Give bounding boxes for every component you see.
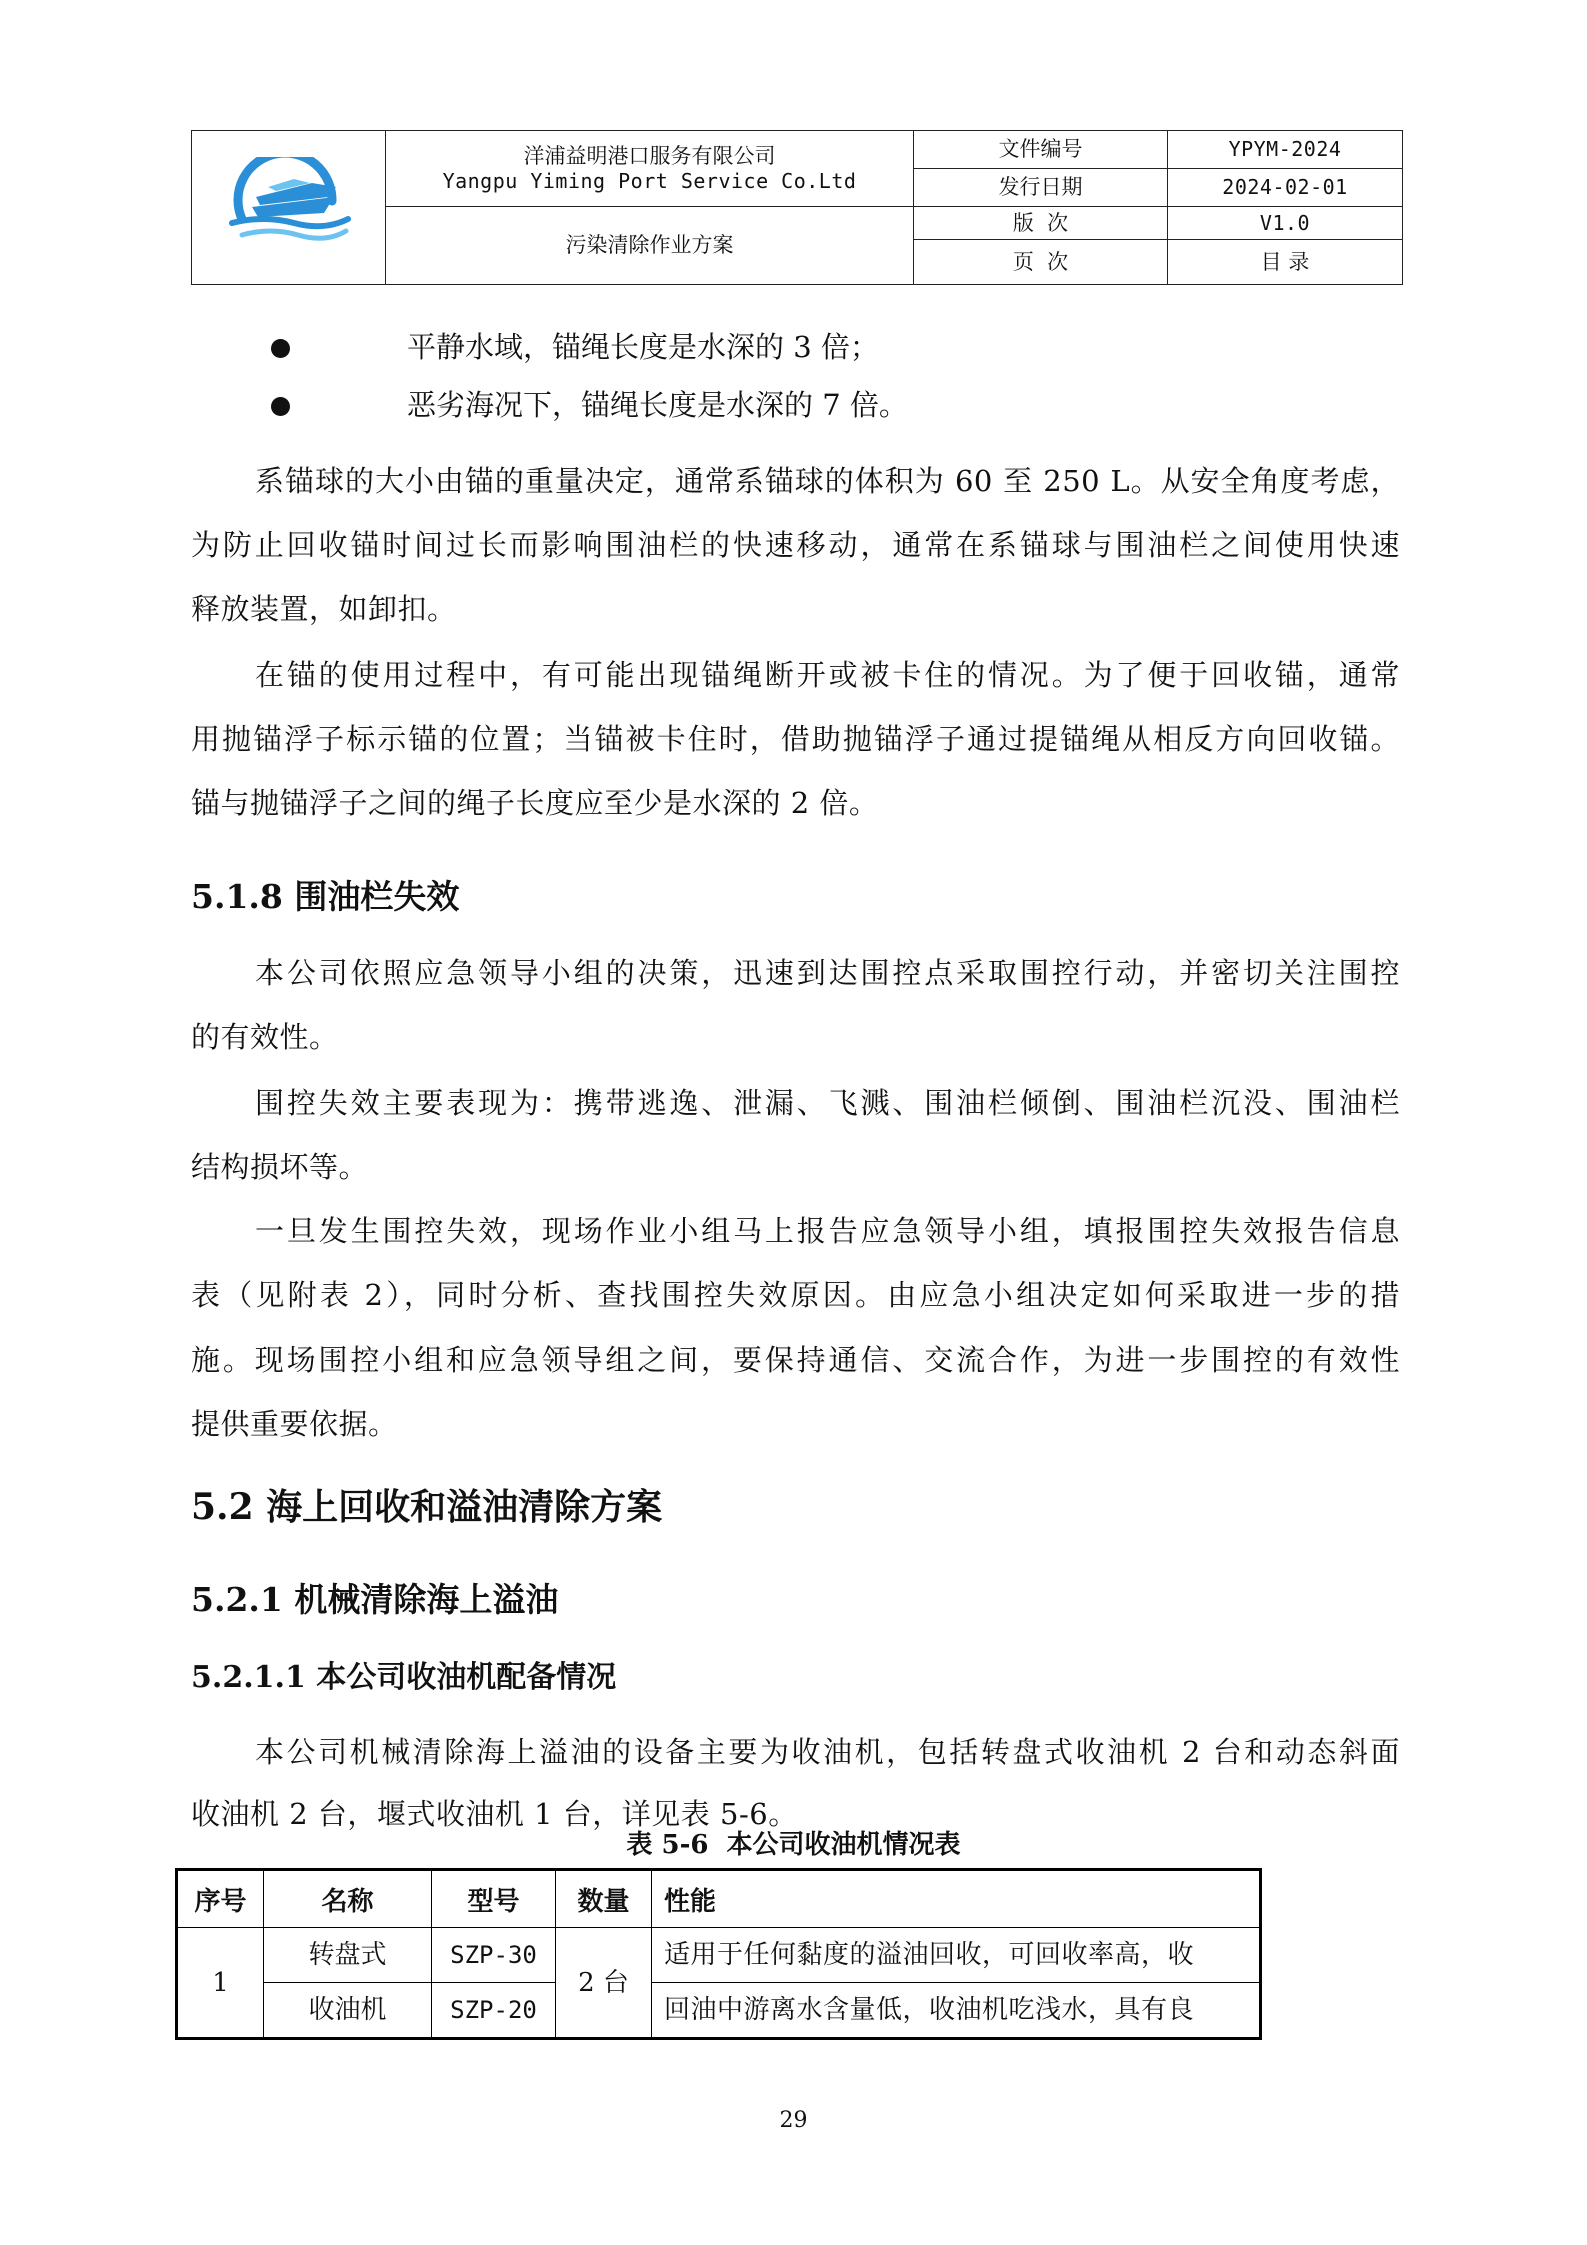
issue-date-label: 发行日期 [914,169,1168,207]
page-value: 目 录 [1168,240,1403,285]
company-logo-cell [192,131,386,285]
paragraph-line: 施。现场围控小组和应急领导组之间，要保持通信、交流合作，为进一步围控的有效性 [191,1343,1400,1377]
paragraph-line: 的有效性。 [191,1020,339,1054]
company-name-cn: 洋浦益明港口服务有限公司 [523,143,776,168]
column-header: 型号 [432,1870,556,1928]
doc-no-value: YPYM-2024 [1168,131,1403,169]
table-cell-qty: 2 台 [556,1928,652,2039]
paragraph-line: 提供重要依据。 [191,1407,398,1441]
bullet-text: 恶劣海况下，锚绳长度是水深的 7 倍。 [407,388,908,422]
bullet-dot-icon [271,397,290,416]
page-label: 页 次 [914,240,1168,285]
issue-date-value: 2024-02-01 [1168,169,1403,207]
paragraph-line: 表（见附表 2），同时分析、查找围控失效原因。由应急小组决定如何采取进一步的措 [191,1278,1400,1312]
paragraph-line: 本公司依照应急领导小组的决策，迅速到达围控点采取围控行动，并密切关注围控 [255,956,1400,990]
section-heading-5-2-1-1: 5.2.1.1 本公司收油机配备情况 [191,1660,617,1695]
table-row-continued [177,1983,1261,2039]
bullet-dot-icon [271,339,290,358]
paragraph-line: 结构损坏等。 [191,1150,369,1184]
table-cell-name: 转盘式 [264,1928,432,1983]
document-title: 污染清除作业方案 [386,207,914,285]
table-cell-performance: 回油中游离水含量低，收油机吃浅水，具有良 [652,1983,1261,2039]
table-cell-name: 收油机 [264,1983,432,2039]
column-header: 序号 [177,1870,264,1928]
version-label: 版 次 [914,207,1168,240]
column-header: 数量 [556,1870,652,1928]
paragraph-line: 在锚的使用过程中，有可能出现锚绳断开或被卡住的情况。为了便于回收锚，通常 [255,658,1400,692]
table-row [177,1928,1261,1983]
paragraph-line: 围控失效主要表现为：携带逃逸、泄漏、飞溅、围油栏倾倒、围油栏沉没、围油栏 [255,1086,1400,1120]
section-heading-5-2-1: 5.2.1 机械清除海上溢油 [191,1580,559,1619]
section-heading-5-2: 5.2 海上回收和溢油清除方案 [191,1486,663,1528]
paragraph-line: 为防止回收锚时间过长而影响围油栏的快速移动，通常在系锚球与围油栏之间使用快速 [191,528,1400,562]
column-header: 性能 [652,1870,1261,1928]
paragraph-line: 锚与抛锚浮子之间的绳子长度应至少是水深的 2 倍。 [191,786,879,820]
table-cell-performance: 适用于任何黏度的溢油回收，可回收率高，收 [652,1928,1261,1983]
column-header: 名称 [264,1870,432,1928]
paragraph-line: 释放装置，如卸扣。 [191,592,457,626]
paragraph-line: 收油机 2 台，堰式收油机 1 台，详见表 5-6。 [191,1797,798,1831]
doc-no-label: 文件编号 [914,131,1168,169]
table-caption: 表 5-6 本公司收油机情况表 [626,1830,961,1860]
paragraph-line: 本公司机械清除海上溢油的设备主要为收油机，包括转盘式收油机 2 台和动态斜面 [255,1735,1400,1769]
page-number: 29 [779,2108,808,2133]
bullet-item [191,376,1400,434]
table-cell-no: 1 [177,1928,264,2039]
skimmer-table [175,1868,1262,2040]
company-name-cell [386,131,914,207]
section-heading-5-1-8: 5.1.8 围油栏失效 [191,877,460,916]
company-logo-icon [224,157,354,252]
company-name-en: Yangpu Yiming Port Service Co.Ltd [442,169,857,194]
table-cell-model: SZP-30 [432,1928,556,1983]
table-header-row [177,1870,1261,1928]
paragraph-line: 系锚球的大小由锚的重量决定，通常系锚球的体积为 60 至 250 L。从安全角度考虑， [255,464,1400,498]
document-header-table [191,130,1403,285]
paragraph-line: 一旦发生围控失效，现场作业小组马上报告应急领导小组，填报围控失效报告信息 [255,1214,1400,1248]
bullet-text: 平静水域，锚绳长度是水深的 3 倍； [407,330,879,364]
table-cell-model: SZP-20 [432,1983,556,2039]
version-value: V1.0 [1168,207,1403,240]
bullet-item [191,318,1400,376]
paragraph-line: 用抛锚浮子标示锚的位置；当锚被卡住时，借助抛锚浮子通过提锚绳从相反方向回收锚。 [191,722,1400,756]
